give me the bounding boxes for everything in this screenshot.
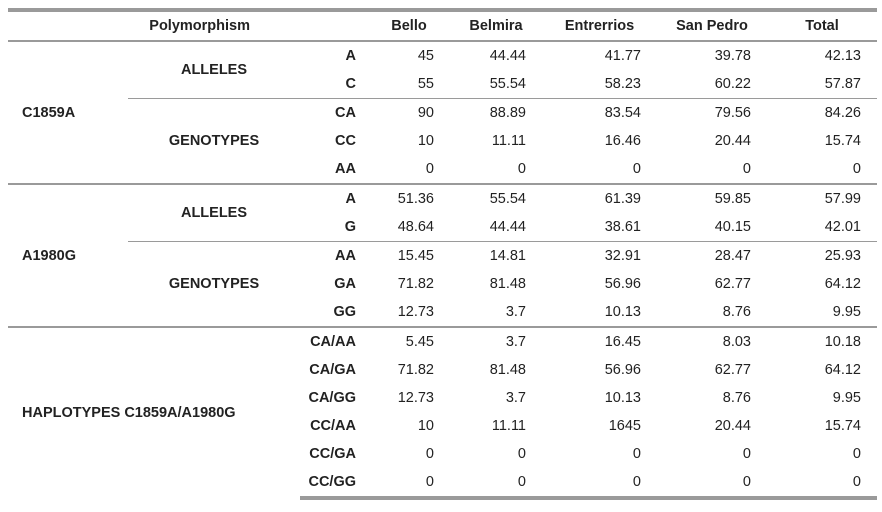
cell-entrerrios: 61.39	[542, 184, 657, 213]
cell-san-pedro: 40.15	[714, 219, 751, 235]
header-belmira: Belmira	[450, 10, 542, 41]
cell-san-pedro: 28.47	[657, 242, 767, 271]
cell-total: 0	[852, 446, 861, 462]
cell-total: 42.13	[824, 48, 861, 64]
cell-belmira: 44.44	[489, 219, 526, 235]
row-label: A	[345, 48, 356, 64]
cell-belmira: 88.89	[450, 99, 542, 128]
cell-san-pedro: 62.77	[714, 276, 751, 292]
row-label: CC/GA	[309, 446, 356, 462]
cell-entrerrios: 58.23	[604, 76, 641, 92]
cell-belmira: 0	[517, 161, 526, 177]
cell-belmira: 55.54	[450, 184, 542, 213]
cell-total: 10.18	[767, 327, 877, 356]
table-row	[8, 184, 877, 213]
cell-entrerrios: 32.91	[542, 242, 657, 271]
cell-entrerrios: 83.54	[542, 99, 657, 128]
cell-total: 9.95	[832, 390, 861, 406]
cell-san-pedro: 0	[657, 468, 767, 498]
header-total: Total	[767, 10, 877, 41]
row-label: AA	[300, 242, 368, 271]
cell-belmira: 14.81	[450, 242, 542, 271]
cell-bello: 0	[368, 468, 450, 498]
cell-total: 57.99	[767, 184, 877, 213]
cell-total: 64.12	[824, 362, 861, 378]
cell-bello: 0	[425, 161, 434, 177]
table-row	[8, 242, 877, 271]
row-label: AA	[335, 161, 356, 177]
cell-total: 84.26	[767, 99, 877, 128]
cell-total: 42.01	[824, 219, 861, 235]
row-label: GG	[333, 304, 356, 320]
cell-entrerrios: 56.96	[604, 276, 641, 292]
header-san-pedro: San Pedro	[657, 10, 767, 41]
cell-bello: 45	[417, 48, 434, 64]
cell-bello: 48.64	[397, 219, 434, 235]
cell-belmira: 81.48	[489, 276, 526, 292]
group-label-a1980g: A1980G	[8, 184, 128, 327]
header-bello: Bello	[368, 10, 450, 41]
cell-total: 9.95	[832, 304, 861, 320]
cell-bello: 12.73	[397, 304, 434, 320]
header-polymorphism: Polymorphism	[8, 10, 300, 41]
group-label-c1859a: C1859A	[22, 104, 76, 121]
header-row	[8, 10, 877, 41]
cell-san-pedro: 59.85	[657, 184, 767, 213]
header-blank	[300, 10, 368, 41]
row-label: CA/GG	[308, 390, 356, 406]
header-entrerrios: Entrerrios	[542, 10, 657, 41]
cell-bello: 12.73	[397, 390, 434, 406]
cell-total: 64.12	[824, 276, 861, 292]
cell-belmira: 3.7	[505, 304, 526, 320]
row-label: CC	[335, 133, 356, 149]
table-row	[8, 327, 877, 356]
cell-entrerrios: 16.46	[604, 133, 641, 149]
cell-entrerrios: 0	[632, 446, 641, 462]
cell-bello: 51.36	[368, 184, 450, 213]
cell-entrerrios: 0	[542, 468, 657, 498]
cell-belmira: 55.54	[489, 76, 526, 92]
row-label: CA/AA	[300, 327, 368, 356]
cell-san-pedro: 8.03	[657, 327, 767, 356]
cell-bello: 71.82	[397, 276, 434, 292]
sub-label-alleles: ALLELES	[180, 62, 248, 78]
cell-belmira: 11.11	[491, 418, 526, 434]
sub-label-alleles: ALLELES	[128, 184, 300, 242]
cell-entrerrios: 38.61	[604, 219, 641, 235]
cell-belmira: 3.7	[450, 327, 542, 356]
cell-entrerrios: 41.77	[604, 48, 641, 64]
cell-san-pedro: 39.78	[714, 48, 751, 64]
cell-san-pedro: 20.44	[714, 418, 751, 434]
cell-total: 25.93	[767, 242, 877, 271]
table-row	[8, 41, 877, 70]
row-label: CA/GA	[309, 362, 356, 378]
row-label: GA	[334, 276, 356, 292]
cell-san-pedro: 0	[742, 446, 751, 462]
polymorphism-table	[8, 8, 877, 500]
cell-san-pedro: 79.56	[657, 99, 767, 128]
cell-bello: 90	[368, 99, 450, 128]
row-label: CC/GG	[300, 468, 368, 498]
cell-entrerrios: 10.13	[604, 390, 641, 406]
cell-belmira: 0	[517, 446, 526, 462]
cell-san-pedro: 20.44	[714, 133, 751, 149]
cell-belmira: 0	[450, 468, 542, 498]
cell-entrerrios: 56.96	[604, 362, 641, 378]
cell-san-pedro: 8.76	[722, 390, 751, 406]
cell-total: 15.74	[824, 418, 861, 434]
cell-belmira: 81.48	[489, 362, 526, 378]
row-label: CC/AA	[310, 418, 356, 434]
cell-bello: 71.82	[397, 362, 434, 378]
cell-total: 0	[852, 161, 861, 177]
cell-san-pedro: 8.76	[722, 304, 751, 320]
cell-san-pedro: 60.22	[714, 76, 751, 92]
cell-bello: 10	[417, 133, 434, 149]
polymorphism-table-container	[8, 8, 877, 500]
cell-bello: 10	[417, 418, 434, 434]
cell-bello: 15.45	[368, 242, 450, 271]
cell-bello: 55	[417, 76, 434, 92]
row-label: CA	[300, 99, 368, 128]
cell-bello: 0	[425, 446, 434, 462]
row-label: G	[344, 219, 356, 235]
cell-total: 0	[767, 468, 877, 498]
cell-entrerrios: 0	[632, 161, 641, 177]
cell-entrerrios: 1645	[608, 418, 641, 434]
sub-label-genotypes: GENOTYPES	[128, 242, 300, 328]
sub-label-genotypes: GENOTYPES	[128, 99, 300, 185]
row-label: A	[300, 184, 368, 213]
group-label-haplotypes: HAPLOTYPES C1859A/A1980G	[8, 327, 300, 498]
cell-entrerrios: 10.13	[604, 304, 641, 320]
cell-bello: 5.45	[368, 327, 450, 356]
cell-belmira: 3.7	[505, 390, 526, 406]
table-row	[8, 99, 877, 128]
cell-belmira: 44.44	[489, 48, 526, 64]
cell-san-pedro: 62.77	[714, 362, 751, 378]
row-label: C	[345, 76, 356, 92]
cell-entrerrios: 16.45	[542, 327, 657, 356]
cell-total: 15.74	[824, 133, 861, 149]
cell-san-pedro: 0	[742, 161, 751, 177]
cell-belmira: 11.11	[491, 133, 526, 149]
cell-total: 57.87	[824, 76, 861, 92]
